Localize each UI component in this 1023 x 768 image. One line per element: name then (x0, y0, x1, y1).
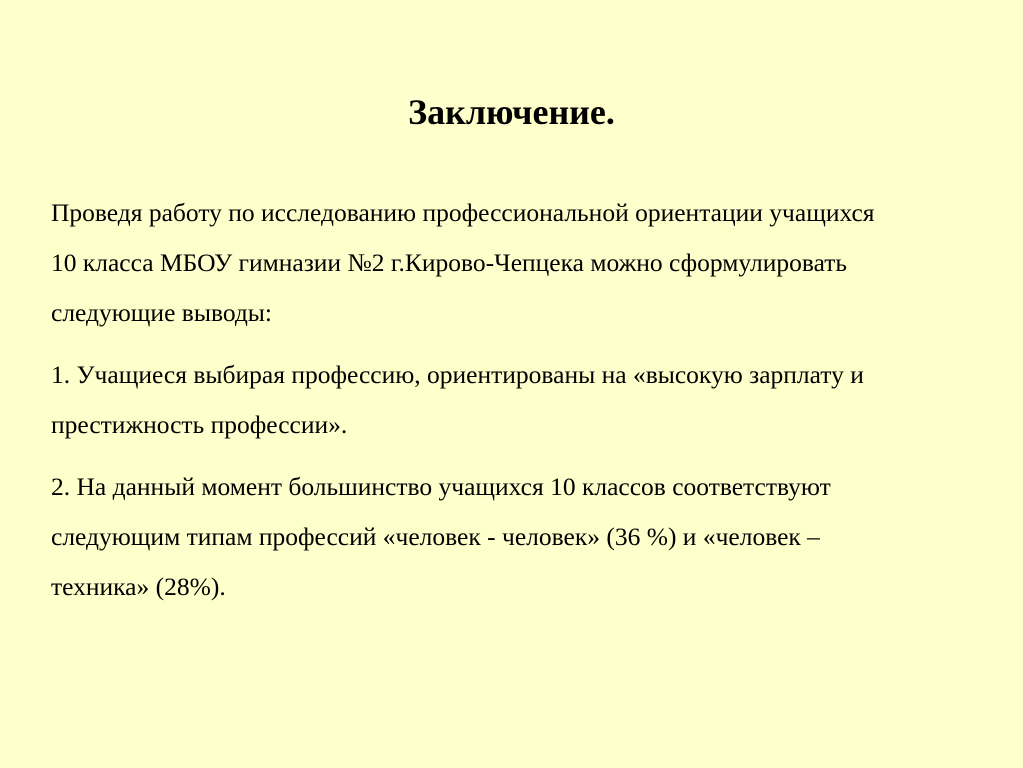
intro-line-2: 10 класса МБОУ гимназии №2 г.Кирово-Чепцека можно сформулировать (51, 248, 848, 277)
conclusion-2-line-2: следующим типам профессий «человек - человек» (36 %) и «человек – (51, 522, 820, 551)
slide-body (51, 188, 981, 624)
intro-line-1: Проведя работу по исследованию профессиональной ориентации учащихся (51, 198, 875, 227)
conclusion-1-line-1: 1. Учащиеся выбирая профессию, ориентированы на «высокую зарплату и (51, 360, 864, 389)
conclusion-2-paragraph (51, 462, 981, 612)
conclusion-2-line-3: техника» (28%). (51, 572, 226, 601)
conclusion-1-paragraph (51, 350, 981, 450)
conclusion-2-line-1: 2. На данный момент большинство учащихся 10 классов соответствуют (51, 472, 831, 501)
intro-line-3: следующие выводы: (51, 298, 273, 327)
slide-title: Заключение. (408, 92, 615, 132)
intro-paragraph (51, 188, 981, 338)
conclusion-1-line-2: престижность профессии». (51, 410, 348, 439)
